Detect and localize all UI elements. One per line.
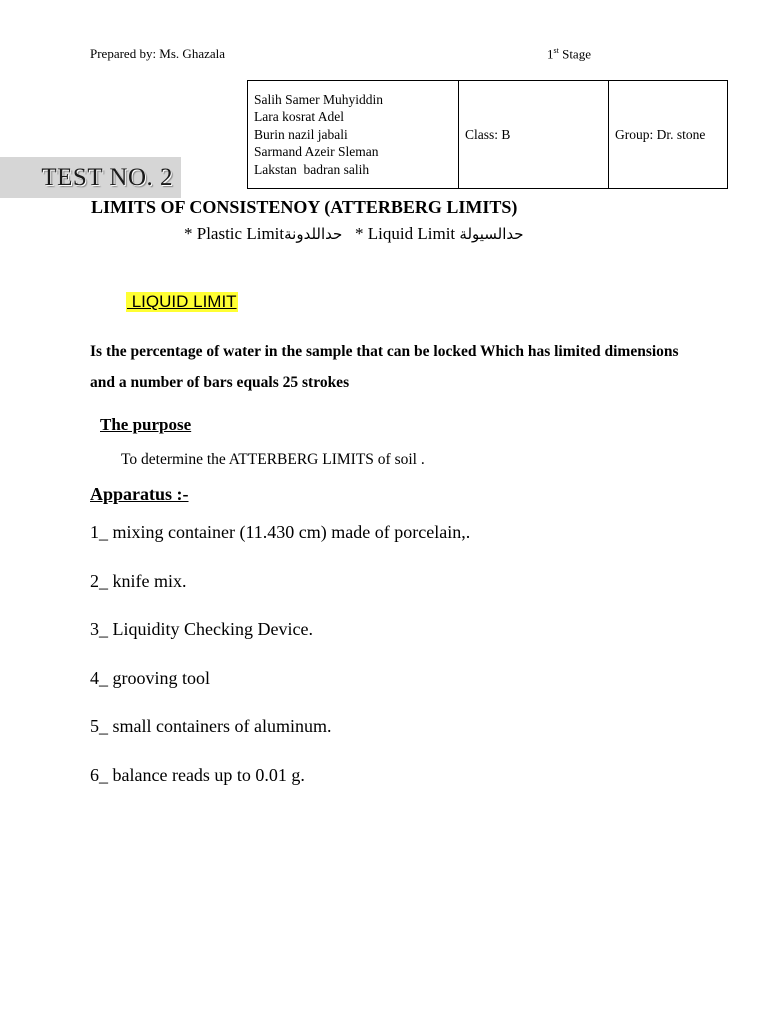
- student-name: Burin nazil jabali: [254, 126, 348, 142]
- prepared-by: Prepared by: Ms. Ghazala: [90, 46, 226, 61]
- stage-number: 1: [547, 46, 554, 62]
- list-item: 5_ small containers of aluminum.: [90, 716, 332, 736]
- list-item: 6_ balance reads up to 0.01 g.: [90, 764, 305, 785]
- purpose-heading: The purpose: [100, 415, 192, 434]
- list-item: 1_ mixing container (11.430 cm) made of porcelain,.: [90, 522, 471, 542]
- student-name: Lakstan badran salih: [254, 161, 370, 177]
- class-cell: Class: B: [459, 81, 609, 189]
- stage-superscript: st: [553, 46, 559, 55]
- student-name: Lara kosrat Adel: [254, 109, 344, 125]
- student-name: Sarmand Azeir Sleman: [254, 144, 379, 160]
- student-name: Salih Samer Muhyiddin: [254, 91, 383, 107]
- students-table: [247, 80, 728, 189]
- plastic-limit-arabic: حداللدونة: [284, 225, 343, 243]
- definition-text: Is the percentage of water in the sample that can be locked Which has limited dimensions and a number of bars equals 25 strokes: [90, 343, 679, 391]
- subtitle: [184, 224, 524, 244]
- stage-word: Stage: [558, 46, 591, 62]
- plastic-limit-label: * Plastic Limit: [184, 224, 285, 243]
- apparatus-list: [90, 520, 470, 811]
- student-names-cell: [248, 81, 459, 189]
- test-label: TEST NO. 2: [41, 163, 173, 191]
- liquid-limit-arabic: حدالسيولة: [459, 225, 524, 243]
- liquid-limit-label: * Liquid Limit: [355, 224, 460, 243]
- list-item: 4_ grooving tool: [90, 667, 210, 688]
- liquid-limit-heading: LIQUID LIMIT: [127, 292, 237, 311]
- page-title: LIMITS OF CONSISTENOY (ATTERBERG LIMITS): [91, 197, 518, 217]
- test-banner: [0, 157, 181, 198]
- group-cell: Group: Dr. stone: [609, 81, 728, 189]
- list-item: 3_ Liquidity Checking Device.: [90, 619, 313, 639]
- purpose-text: To determine the ATTERBERG LIMITS of soil .: [121, 451, 425, 468]
- list-item: 2_ knife mix.: [90, 570, 187, 591]
- stage-label: [547, 46, 591, 62]
- apparatus-heading: Apparatus :-: [90, 484, 189, 504]
